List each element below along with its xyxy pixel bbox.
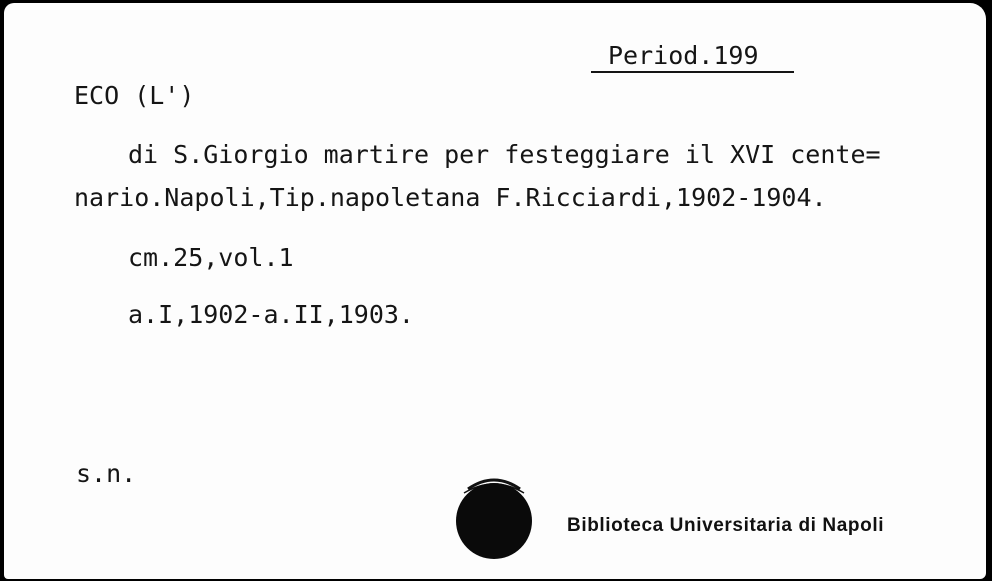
description-line-2: nario.Napoli,Tip.napoletana F.Ricciardi,1902-1904.: [74, 183, 827, 212]
shelfmark: Period.199: [608, 41, 759, 70]
entry-heading: ECO (L'): [74, 81, 195, 110]
shelfmark-underline: [591, 71, 794, 73]
physical-extent: cm.25,vol.1: [128, 243, 294, 272]
catalog-card: [4, 3, 986, 579]
note-sn: s.n.: [76, 459, 137, 488]
library-emblem-icon: [454, 469, 534, 561]
holdings-range: a.I,1902-a.II,1903.: [128, 300, 414, 329]
library-stamp-text: Biblioteca Universitaria di Napoli: [567, 515, 885, 536]
description-line-1: di S.Giorgio martire per festeggiare il XVI cente=: [128, 140, 881, 169]
